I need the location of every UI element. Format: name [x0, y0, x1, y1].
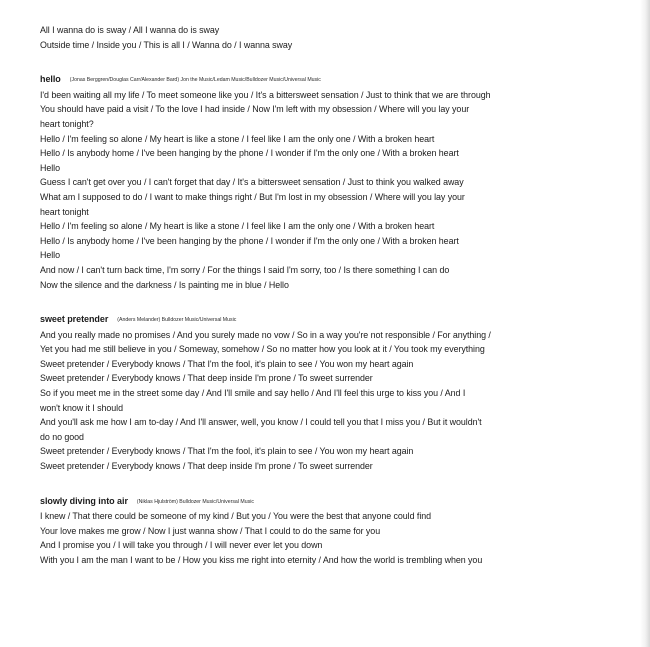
song-hello	[40, 71, 610, 292]
lyric-line: Hello / Is anybody home / I've been hanging by the phone / I wonder if I'm the only one / With a broken heart	[40, 235, 459, 246]
page-edge-shadow	[640, 0, 650, 647]
lyric-line: And you really made no promises / And you surely made no vow / So in a way you're not responsible / For anything /	[40, 329, 491, 340]
song-title: slowly diving into air	[40, 495, 128, 506]
lyric-line: Sweet pretender / Everybody knows / That deep inside I'm prone / To sweet surrender	[40, 373, 373, 384]
song-credits: (Anders Melander) Bulldozer Music/Universal Music	[117, 317, 237, 324]
lyric-line: All I wanna do is sway / All I wanna do is sway	[40, 25, 220, 35]
lyric-line: Sweet pretender / Everybody knows / That deep inside I'm prone / To sweet surrender	[40, 461, 373, 472]
lyric-line: What am I supposed to do / I want to make things right / But I'm lost in my obsession / Where will you lay your	[40, 191, 465, 202]
song-title: hello	[40, 74, 61, 85]
song-title: sweet pretender	[40, 314, 109, 325]
lyric-line: heart tonight	[40, 206, 89, 217]
song-sway-continuation	[40, 23, 610, 52]
song-credits: (Niklas Hjulström) Bulldozer Music/Universal Music	[136, 498, 254, 505]
lyrics-content	[40, 23, 610, 568]
song-slowly-diving-into-air	[40, 493, 610, 568]
lyric-line: heart tonight?	[40, 118, 94, 129]
lyric-line: Hello / I'm feeling so alone / My heart is like a stone / I feel like I am the only one / With a broken heart	[40, 133, 435, 144]
lyric-line: Sweet pretender / Everybody knows / That I'm the fool, it's plain to see / You won my heart again	[40, 358, 414, 369]
lyric-line: Outside time / Inside you / This is all I / Wanna do / I wanna sway	[40, 39, 293, 50]
lyric-line: do no good	[40, 431, 84, 442]
lyric-line: You should have paid a visit / To the love I had inside / Now I'm left with my obsession / Where will you lay your	[40, 104, 470, 115]
song-header	[40, 493, 610, 510]
lyric-line: With you I am the man I want to be / How you kiss me right into eternity / And how the world is trembling when you	[40, 555, 483, 565]
lyric-line: won't know it I should	[40, 402, 123, 413]
song-credits: (Jonas Berggren/Douglas Carr/Alexander Bard) Jon the Music/Ledam Music/Bulldozer Music/Universal Music	[69, 77, 321, 84]
lyric-line: Yet you had me still believe in you / Someway, somehow / So no matter how you look at it / You took my everything	[40, 344, 485, 355]
lyric-line: Sweet pretender / Everybody knows / That I'm the fool, it's plain to see / You won my heart again	[40, 446, 414, 457]
lyric-line: And you'll ask me how I am to-day / And I'll answer, well, you know / I could tell you that I miss you / But it wouldn't	[40, 417, 482, 428]
lyric-line: Your love makes me grow / Now I just wanna show / That I could to do the same for you	[40, 525, 381, 536]
lyric-line: Hello	[40, 162, 60, 173]
lyric-line: Now the silence and the darkness / Is painting me in blue / Hello	[40, 279, 289, 290]
lyric-line: So if you meet me in the street some day / And I'll smile and say hello / And I'll feel this urge to kiss you / And I	[40, 388, 466, 399]
lyric-line: And now / I can't turn back time, I'm sorry / For the things I said I'm sorry, too / Is there something I can do	[40, 264, 450, 275]
song-sweet-pretender	[40, 311, 610, 474]
lyric-line: Hello / I'm feeling so alone / My heart is like a stone / I feel like I am the only one / With a broken heart	[40, 221, 435, 232]
song-header	[40, 311, 610, 328]
lyric-line: And I promise you / I will take you through / I will never ever let you down	[40, 540, 323, 551]
lyric-line: I knew / That there could be someone of my kind / But you / You were the best that anyone could find	[40, 511, 432, 522]
lyric-line: Hello	[40, 250, 60, 261]
lyric-line: Guess I can't get over you / I can't forget that day / It's a bittersweet sensation / Just to think you walked away	[40, 177, 464, 188]
song-header	[40, 71, 610, 88]
lyric-line: Hello / Is anybody home / I've been hanging by the phone / I wonder if I'm the only one / With a broken heart	[40, 148, 459, 159]
lyric-line: I'd been waiting all my life / To meet someone like you / It's a bittersweet sensation / Just to think that we are through	[40, 89, 491, 100]
